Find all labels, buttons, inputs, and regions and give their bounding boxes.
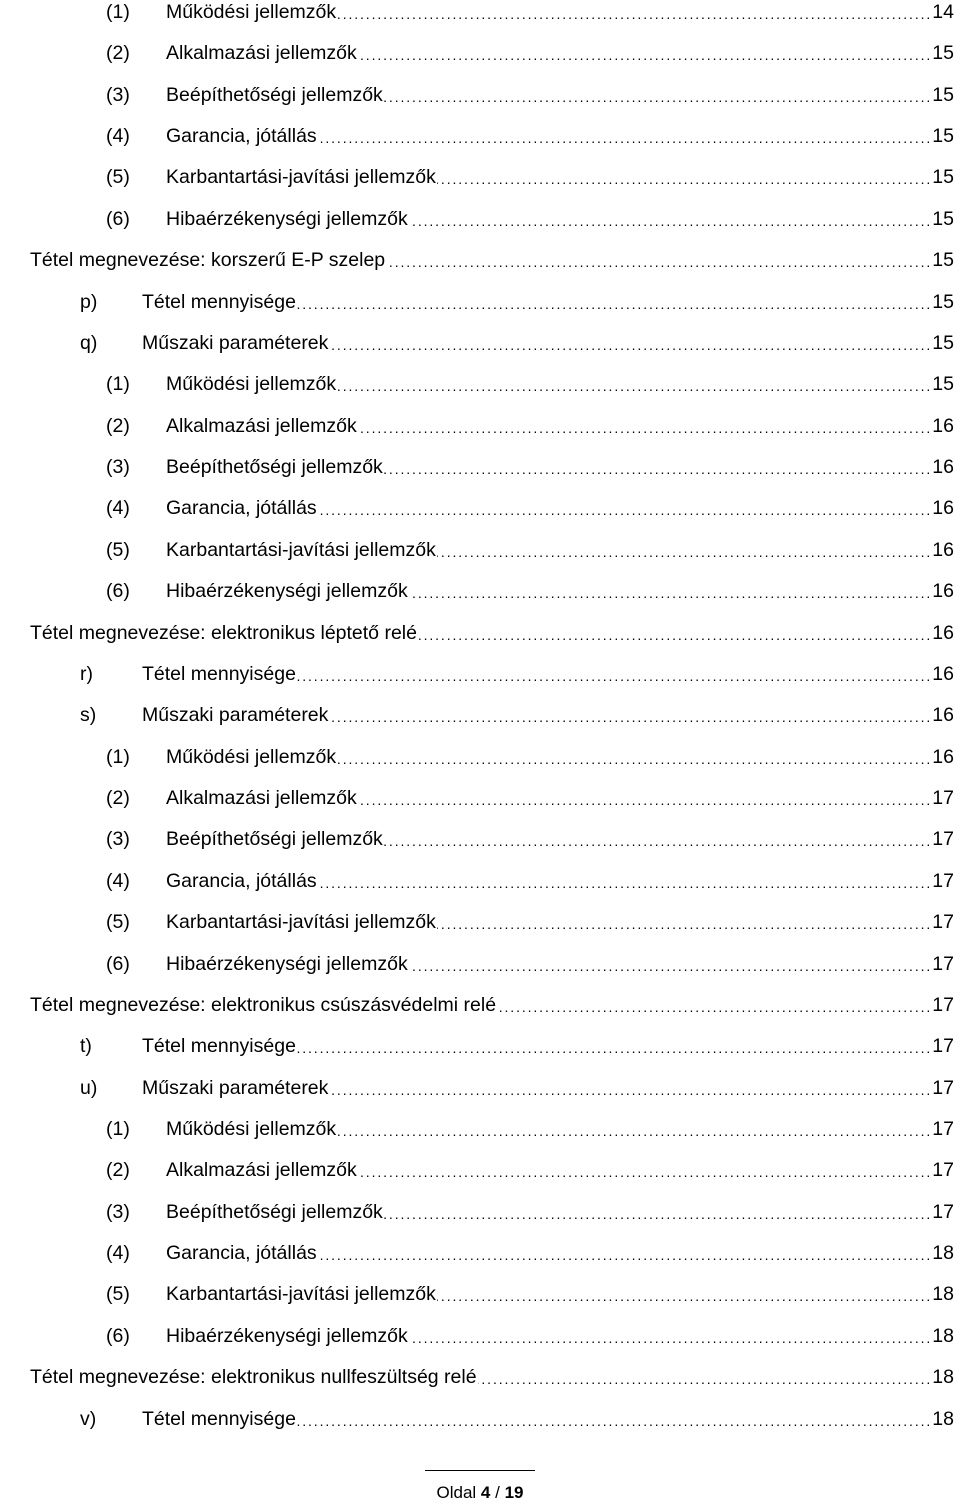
toc-entry-title: Tétel mennyisége [142, 1035, 296, 1058]
page-number-prefix: Oldal [436, 1483, 477, 1502]
toc-entry-title: Tétel megnevezése: elektronikus nullfeszültség relé [30, 1366, 477, 1389]
toc-entry-number: (5) [106, 166, 130, 189]
toc-entry-page: 17 [932, 1076, 954, 1099]
toc-entry-page: 15 [932, 125, 954, 148]
toc-entry-page: 18 [932, 1242, 954, 1265]
toc-dot-leader [358, 411, 930, 441]
toc-entry-page: 17 [932, 1159, 954, 1182]
toc-dot-leader [318, 121, 930, 151]
toc-entry-number: (6) [106, 1324, 130, 1347]
toc-entry-page: 16 [932, 704, 954, 727]
toc-entry[interactable] [80, 287, 954, 317]
toc-entry-title: Működési jellemzők [166, 1117, 337, 1140]
toc-entry[interactable] [106, 535, 954, 565]
toc-dot-leader [409, 949, 930, 979]
toc-entry[interactable] [106, 162, 954, 192]
toc-dot-leader [337, 0, 929, 27]
toc-entry-title: Hibaérzékenységi jellemzők [166, 207, 408, 230]
toc-entry[interactable] [106, 1155, 954, 1185]
toc-entry-number: (5) [106, 1283, 130, 1306]
toc-entry-number: (2) [106, 42, 130, 65]
toc-entry-number: (3) [106, 828, 130, 851]
toc-dot-leader [329, 328, 929, 358]
toc-dot-leader [337, 1114, 929, 1144]
toc-entry-page: 15 [932, 249, 954, 272]
toc-entry-page: 18 [932, 1283, 954, 1306]
toc-entry[interactable] [80, 700, 954, 730]
toc-entry[interactable] [106, 1238, 954, 1268]
toc-dot-leader [329, 1073, 929, 1103]
toc-entry-number: (4) [106, 497, 130, 520]
toc-dot-leader [384, 452, 930, 482]
page-footer [0, 1470, 960, 1503]
page-number [436, 1483, 523, 1503]
toc-entry-page: 18 [932, 1324, 954, 1347]
toc-entry-title: Működési jellemzők [166, 373, 337, 396]
toc-dot-leader [318, 493, 930, 523]
toc-entry-page: 15 [932, 331, 954, 354]
toc-entry-number: r) [80, 662, 93, 685]
toc-entry-title: Hibaérzékenységi jellemzők [166, 1324, 408, 1347]
toc-entry-title: Hibaérzékenységi jellemzők [166, 952, 408, 975]
toc-entry-page: 15 [932, 166, 954, 189]
toc-entry-title: Karbantartási-javítási jellemzők [166, 911, 436, 934]
toc-dot-leader [497, 990, 929, 1020]
page-number-total: 19 [504, 1483, 524, 1502]
toc-entry-number: (6) [106, 580, 130, 603]
toc-entry-page: 17 [932, 1117, 954, 1140]
toc-entry-page: 18 [932, 1407, 954, 1430]
toc-entry[interactable] [106, 1321, 954, 1351]
toc-dot-leader [318, 1238, 930, 1268]
toc-entry-title: Karbantartási-javítási jellemzők [166, 166, 436, 189]
toc-entry-number: (4) [106, 869, 130, 892]
toc-entry-title: Tétel mennyisége [142, 1407, 296, 1430]
toc-dot-leader [318, 866, 930, 896]
toc-entry-title: Garancia, jótállás [166, 497, 317, 520]
toc-entry-page: 15 [932, 83, 954, 106]
toc-entry-number: (2) [106, 414, 130, 437]
toc-entry-title: Tétel megnevezése: elektronikus léptető relé [30, 621, 417, 644]
toc-dot-leader [437, 1279, 929, 1309]
toc-entry-title: Hibaérzékenységi jellemzők [166, 580, 408, 603]
toc-entry-title: Műszaki paraméterek [142, 704, 329, 727]
toc-entry-page: 15 [932, 290, 954, 313]
toc-entry[interactable] [106, 411, 954, 441]
toc-dot-leader [478, 1362, 930, 1392]
toc-entry[interactable] [80, 1073, 954, 1103]
toc-entry[interactable] [106, 204, 954, 234]
toc-dot-leader [409, 576, 930, 606]
toc-entry-number: (1) [106, 1, 130, 23]
toc-entry-page: 18 [932, 1366, 954, 1389]
toc-entry-number: u) [80, 1076, 98, 1099]
toc-entry-number: (2) [106, 787, 130, 810]
toc-entry[interactable] [106, 949, 954, 979]
toc-dot-leader [337, 369, 929, 399]
toc-entry-page: 17 [932, 952, 954, 975]
toc-dot-leader [384, 80, 930, 110]
page-number-current: 4 [480, 1483, 491, 1502]
toc-entry-number: (1) [106, 1117, 130, 1140]
toc-entry-number: (3) [106, 1200, 130, 1223]
toc-entry-title: Karbantartási-javítási jellemzők [166, 1283, 436, 1306]
toc-entry[interactable] [30, 990, 954, 1020]
toc-entry[interactable] [106, 80, 954, 110]
toc-entry-number: (4) [106, 125, 130, 148]
toc-entry-number: p) [80, 290, 98, 313]
toc-entry-title: Műszaki paraméterek [142, 1076, 329, 1099]
toc-entry-title: Alkalmazási jellemzők [166, 1159, 357, 1182]
toc-entry-page: 17 [932, 911, 954, 934]
toc-entry-page: 17 [932, 1035, 954, 1058]
toc-entry-number: (5) [106, 538, 130, 561]
toc-entry[interactable] [30, 1362, 954, 1392]
toc-entry-number: (4) [106, 1242, 130, 1265]
toc-entry[interactable] [80, 659, 954, 689]
toc-entry-title: Beépíthetőségi jellemzők [166, 83, 383, 106]
toc-dot-leader [358, 1155, 930, 1185]
toc-entry-page: 16 [932, 621, 954, 644]
toc-entry[interactable] [30, 245, 954, 275]
toc-entry-page: 15 [932, 42, 954, 65]
toc-dot-leader [418, 618, 929, 648]
toc-entry-title: Működési jellemzők [166, 1, 337, 23]
toc-entry-title: Beépíthetőségi jellemzők [166, 828, 383, 851]
toc-entry[interactable] [106, 38, 954, 68]
toc-entry-page: 17 [932, 869, 954, 892]
toc-entry-number: (3) [106, 456, 130, 479]
toc-entry-number: (3) [106, 83, 130, 106]
toc-entry-page: 16 [932, 580, 954, 603]
toc-dot-leader [337, 742, 929, 772]
toc-entry[interactable] [106, 369, 954, 399]
toc-entry[interactable] [30, 618, 954, 648]
toc-entry-page: 17 [932, 828, 954, 851]
toc-entry-number: (1) [106, 745, 130, 768]
toc-entry-page: 14 [932, 1, 954, 23]
toc-dot-leader [386, 245, 929, 275]
toc-entry-title: Beépíthetőségi jellemzők [166, 456, 383, 479]
toc-entry-title: Alkalmazási jellemzők [166, 42, 357, 65]
toc-entry-page: 17 [932, 1200, 954, 1223]
toc-dot-leader [297, 1031, 929, 1061]
toc-dot-leader [384, 824, 930, 854]
toc-dot-leader [358, 783, 930, 813]
toc-dot-leader [384, 1197, 930, 1227]
toc-entry[interactable] [106, 1114, 954, 1144]
toc-entry-number: t) [80, 1035, 92, 1058]
toc-entry-title: Műszaki paraméterek [142, 331, 329, 354]
toc-entry-page: 16 [932, 497, 954, 520]
toc-entry-page: 16 [932, 414, 954, 437]
page-number-separator: / [495, 1483, 500, 1502]
toc-entry-number: v) [80, 1407, 97, 1430]
toc-entry-page: 16 [932, 745, 954, 768]
toc-dot-leader [297, 287, 929, 317]
toc-entry[interactable] [106, 452, 954, 482]
toc-entry-title: Tétel mennyisége [142, 290, 296, 313]
toc-entry-page: 15 [932, 207, 954, 230]
toc-entry-title: Garancia, jótállás [166, 1242, 317, 1265]
toc-entry[interactable] [106, 493, 954, 523]
toc-dot-leader [409, 1321, 930, 1351]
toc-entry[interactable] [106, 824, 954, 854]
toc-entry-number: (2) [106, 1159, 130, 1182]
toc-entry-number: q) [80, 331, 98, 354]
toc-dot-leader [437, 907, 929, 937]
toc-dot-leader [437, 535, 929, 565]
toc-entry[interactable] [80, 1031, 954, 1061]
toc-entry-title: Beépíthetőségi jellemzők [166, 1200, 383, 1223]
toc-entry[interactable] [106, 866, 954, 896]
toc-entry-title: Garancia, jótállás [166, 869, 317, 892]
toc-entry-number: (6) [106, 952, 130, 975]
toc-entry[interactable] [80, 328, 954, 358]
toc-dot-leader [297, 659, 929, 689]
toc-entry[interactable] [106, 783, 954, 813]
toc-entry[interactable] [106, 121, 954, 151]
toc-entry-page: 16 [932, 456, 954, 479]
toc-entry-number: (1) [106, 373, 130, 396]
toc-entry-page: 16 [932, 538, 954, 561]
toc-entry-title: Tétel megnevezése: korszerű E-P szelep [30, 249, 386, 272]
toc-entry-title: Alkalmazási jellemzők [166, 787, 357, 810]
toc-entry-number: s) [80, 704, 97, 727]
toc-entry[interactable] [80, 1404, 954, 1434]
toc-entry[interactable] [106, 742, 954, 772]
toc-dot-leader [409, 204, 930, 234]
toc-entry-page: 16 [932, 662, 954, 685]
toc-entry[interactable] [106, 1197, 954, 1227]
toc-entry-page: 17 [932, 993, 954, 1016]
toc-entry-page: 17 [932, 787, 954, 810]
toc-entry-title: Alkalmazási jellemzők [166, 414, 357, 437]
toc-entry[interactable] [106, 0, 954, 27]
toc-entry[interactable] [106, 907, 954, 937]
toc-dot-leader [297, 1404, 929, 1434]
toc-dot-leader [329, 700, 929, 730]
toc-entry-number: (6) [106, 207, 130, 230]
toc-entry-number: (5) [106, 911, 130, 934]
toc-dot-leader [358, 38, 930, 68]
toc-entry-title: Tétel megnevezése: elektronikus csúszásvédelmi relé [30, 993, 497, 1016]
toc-entry-title: Működési jellemzők [166, 745, 337, 768]
toc-entry[interactable] [106, 576, 954, 606]
toc-entry-page: 15 [932, 373, 954, 396]
toc-entry[interactable] [106, 1279, 954, 1309]
toc-entry-title: Karbantartási-javítási jellemzők [166, 538, 436, 561]
toc-dot-leader [437, 162, 929, 192]
toc-entry-title: Garancia, jótállás [166, 125, 317, 148]
footer-divider [425, 1470, 535, 1471]
toc-entry-title: Tétel mennyisége [142, 662, 296, 685]
